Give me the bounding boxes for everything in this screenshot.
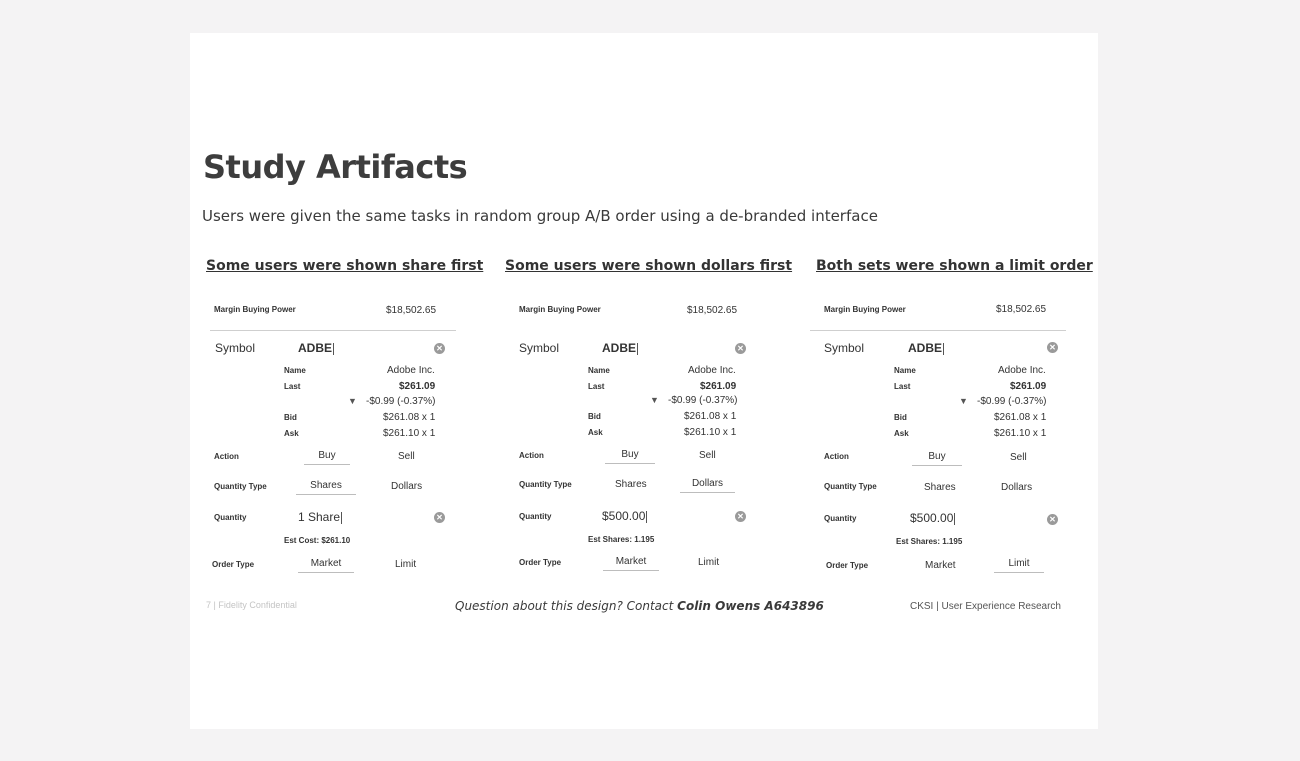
dollars-toggle[interactable]: Dollars (680, 478, 735, 493)
dollars-toggle[interactable]: Dollars (1001, 482, 1033, 493)
est-cost: Est Cost: $261.10 (284, 536, 351, 545)
last-label: Last (284, 382, 301, 391)
last-value: $261.09 (1010, 381, 1047, 392)
order-type-label: Order Type (826, 561, 869, 570)
est-shares: Est Shares: 1.195 (588, 535, 655, 544)
buy-button[interactable]: Buy (912, 451, 962, 466)
last-value: $261.09 (399, 381, 436, 392)
name-label: Name (588, 366, 610, 375)
slide (190, 33, 1098, 729)
shares-toggle[interactable]: Shares (296, 480, 356, 495)
action-label: Action (519, 451, 544, 460)
bid-label: Bid (284, 413, 297, 422)
page-title: Study Artifacts (203, 148, 468, 186)
clear-quantity-icon[interactable]: ✕ (434, 512, 445, 523)
name-value: Adobe Inc. (998, 365, 1046, 376)
bid-label: Bid (894, 413, 907, 422)
clear-quantity-icon[interactable]: ✕ (735, 511, 746, 522)
clear-symbol-icon[interactable]: ✕ (735, 343, 746, 354)
ask-label: Ask (284, 429, 299, 438)
footer-org: CKSI | User Experience Research (910, 601, 1061, 612)
down-arrow-icon: ▼ (650, 395, 659, 405)
quantity-input[interactable]: $500.00 (910, 511, 954, 525)
bid-label: Bid (588, 412, 601, 421)
limit-toggle[interactable]: Limit (395, 559, 417, 570)
quantity-input[interactable]: $500.00 (602, 509, 646, 523)
margin-label: Margin Buying Power (824, 305, 906, 314)
down-arrow-icon: ▼ (348, 396, 357, 406)
ask-value: $261.10 x 1 (383, 428, 436, 439)
buy-button[interactable]: Buy (304, 450, 350, 465)
last-value: $261.09 (700, 381, 737, 392)
last-label: Last (894, 382, 911, 391)
qty-type-label: Quantity Type (519, 480, 572, 489)
ask-label: Ask (588, 428, 603, 437)
action-label: Action (214, 452, 239, 461)
symbol-input[interactable]: ADBE (908, 341, 943, 355)
symbol-input[interactable]: ADBE (298, 341, 333, 355)
contact-note: Question about this design? Contact Colin Owens A643896 (455, 599, 824, 613)
clear-symbol-icon[interactable]: ✕ (434, 343, 445, 354)
page-number: 7 | Fidelity Confidential (206, 600, 297, 610)
limit-toggle[interactable]: Limit (994, 558, 1044, 573)
margin-label: Margin Buying Power (214, 305, 296, 314)
bid-value: $261.08 x 1 (684, 411, 737, 422)
last-label: Last (588, 382, 605, 391)
down-arrow-icon: ▼ (959, 396, 968, 406)
symbol-label: Symbol (824, 341, 865, 355)
ask-value: $261.10 x 1 (684, 427, 737, 438)
panel-limit-order (816, 258, 1093, 578)
market-toggle[interactable]: Market (925, 560, 956, 571)
ask-value: $261.10 x 1 (994, 428, 1047, 439)
order-type-label: Order Type (519, 558, 562, 567)
name-value: Adobe Inc. (688, 365, 736, 376)
quantity-input[interactable]: 1 Share (298, 510, 341, 524)
clear-symbol-icon[interactable]: ✕ (1047, 342, 1058, 353)
bid-value: $261.08 x 1 (994, 412, 1047, 423)
quantity-label: Quantity (214, 513, 247, 522)
quantity-label: Quantity (824, 514, 857, 523)
clear-quantity-icon[interactable]: ✕ (1047, 514, 1058, 525)
panel-heading: Some users were shown share first (206, 258, 484, 274)
change-value: -$0.99 (-0.37%) (668, 395, 738, 406)
market-toggle[interactable]: Market (603, 556, 659, 571)
dollars-toggle[interactable]: Dollars (391, 481, 423, 492)
shares-toggle[interactable]: Shares (924, 482, 956, 493)
margin-label: Margin Buying Power (519, 305, 601, 314)
name-label: Name (284, 366, 306, 375)
action-label: Action (824, 452, 849, 461)
sell-button[interactable]: Sell (699, 450, 716, 461)
panel-heading: Some users were shown dollars first (505, 258, 793, 274)
qty-type-label: Quantity Type (824, 482, 877, 491)
page-subtitle: Users were given the same tasks in random group A/B order using a de-branded interface (202, 207, 878, 225)
name-value: Adobe Inc. (387, 365, 435, 376)
bid-value: $261.08 x 1 (383, 412, 436, 423)
qty-type-label: Quantity Type (214, 482, 267, 491)
ask-label: Ask (894, 429, 909, 438)
panel-share-first (206, 258, 484, 578)
order-type-label: Order Type (212, 560, 255, 569)
change-value: -$0.99 (-0.37%) (366, 396, 436, 407)
est-shares: Est Shares: 1.195 (896, 537, 963, 546)
contact-name: Colin Owens A643896 (677, 599, 824, 613)
buy-button[interactable]: Buy (605, 449, 655, 464)
margin-value: $18,502.65 (386, 305, 437, 316)
symbol-input[interactable]: ADBE (602, 341, 637, 355)
panel-dollars-first (505, 258, 793, 578)
sell-button[interactable]: Sell (398, 451, 415, 462)
panel-heading: Both sets were shown a limit order (816, 258, 1093, 274)
margin-value: $18,502.65 (687, 305, 738, 316)
shares-toggle[interactable]: Shares (615, 479, 647, 490)
name-label: Name (894, 366, 916, 375)
sell-button[interactable]: Sell (1010, 452, 1027, 463)
limit-toggle[interactable]: Limit (698, 557, 720, 568)
margin-value: $18,502.65 (996, 304, 1047, 315)
market-toggle[interactable]: Market (298, 558, 354, 573)
change-value: -$0.99 (-0.37%) (977, 396, 1047, 407)
symbol-label: Symbol (519, 341, 560, 355)
symbol-label: Symbol (215, 341, 256, 355)
quantity-label: Quantity (519, 512, 552, 521)
